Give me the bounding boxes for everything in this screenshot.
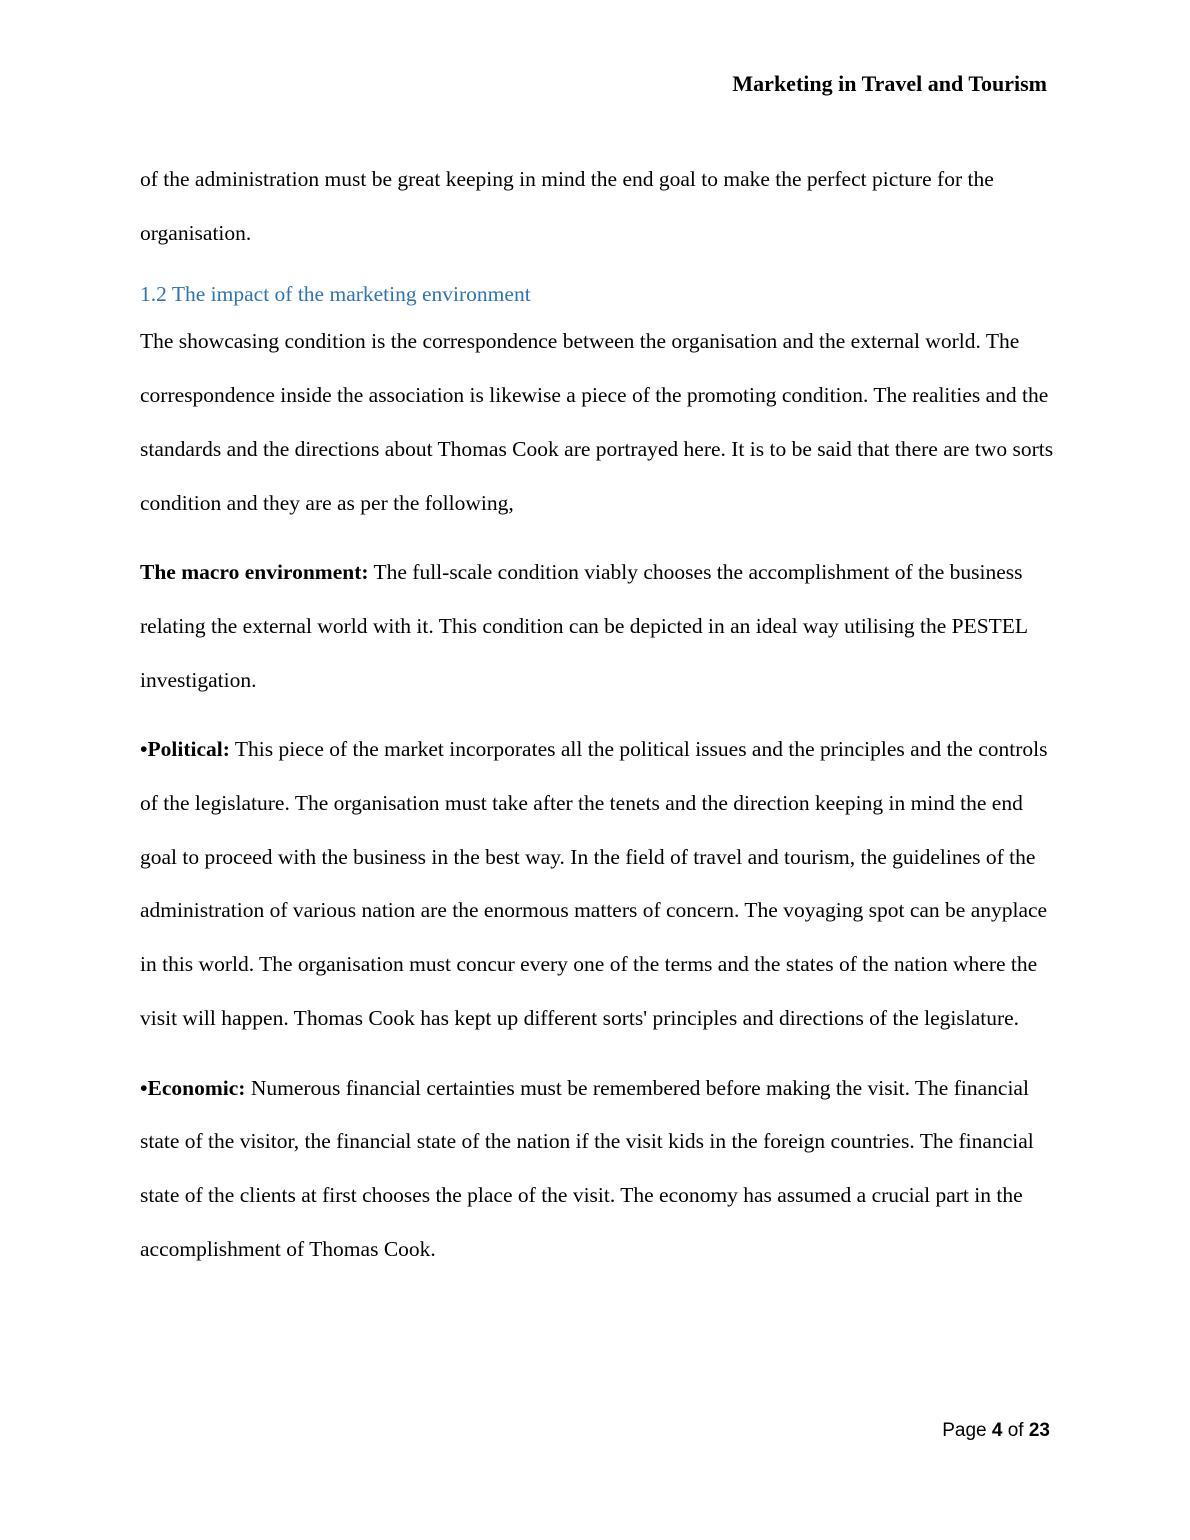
economic-label: •Economic: [140, 1075, 246, 1100]
macro-environment-label: The macro environment: [140, 560, 369, 585]
of-label: of [1007, 1420, 1024, 1441]
political-text: This piece of the market incorporates all the political issues and the principles and the controls of the legislature. The organisation must take after the tenets and the direction keeping in mind the end goal to proceed with the business in the best way. In the field of travel and tourism, the guidelines of the administration of various nation are the enormous matters of concern. The voyaging spot can be anyplace in this world. The organisation must concur every one of the terms and the states of the nation where the visit will happen. Thomas Cook has kept up different sorts' principles and directions of the legislature. [140, 737, 1048, 1030]
macro-environment-text: The full-scale condition viably chooses the accomplishment of the business relating the external world with it. This condition can be depicted in an ideal way utilising the PESTEL investigation. [140, 560, 1028, 692]
total-page-count: 23 [1028, 1420, 1050, 1441]
political-paragraph [140, 723, 1060, 1045]
current-page-number: 4 [991, 1420, 1003, 1441]
political-label: •Political: [140, 737, 230, 762]
page-label: Page [942, 1420, 987, 1441]
page-body [140, 153, 1060, 1276]
economic-text: Numerous financial certainties must be remembered before making the visit. The financial state of the visitor, the financial state of the nation if the visit kids in the foreign countries. The financial state of the clients at first chooses the place of the visit. The economy has assumed a crucial part in the accomplishment of Thomas Cook. [140, 1075, 1034, 1261]
economic-paragraph [140, 1062, 1060, 1277]
macro-environment-paragraph [140, 546, 1060, 707]
intro-paragraph: of the administration must be great keeping in mind the end goal to make the perfect picture for the organisation. [140, 167, 994, 245]
running-header: Marketing in Travel and Tourism [732, 71, 1047, 96]
marketing-environment-paragraph: The showcasing condition is the correspondence between the organisation and the external world. The correspondence inside the association is likewise a piece of the promoting condition. The realities and the standards and the directions about Thomas Cook are portrayed here. It is to be said that there are two sorts condition and they are as per the following, [140, 329, 1054, 515]
section-heading: 1.2 The impact of the marketing environment [140, 282, 531, 307]
page-number-footer [942, 1418, 1050, 1444]
